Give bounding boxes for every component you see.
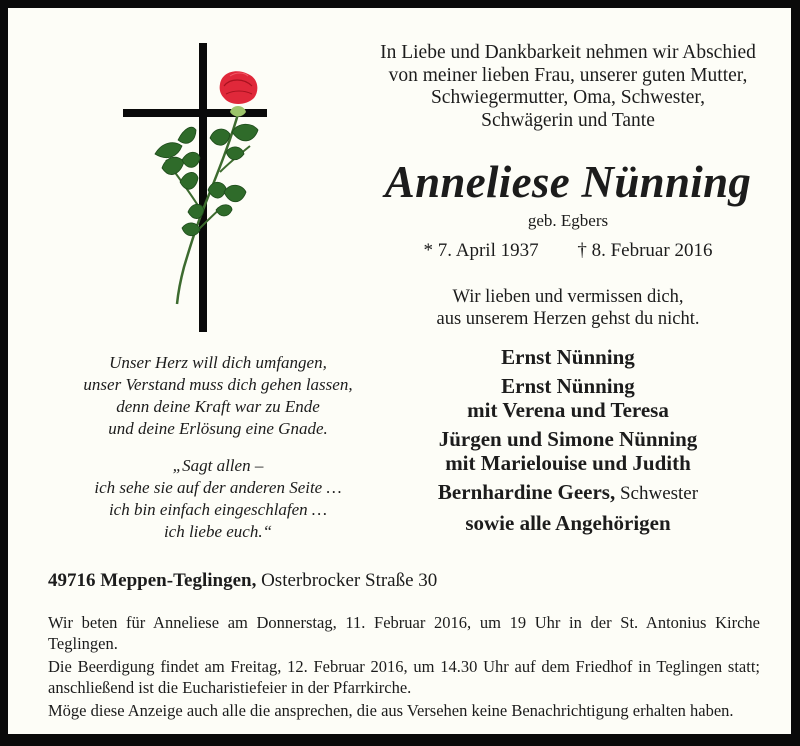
- poem-stanza: [48, 352, 388, 440]
- mourner-line: Jürgen und Simone Nünning: [438, 427, 698, 451]
- mourner-line: mit Marielouise und Judith: [445, 451, 691, 475]
- poem-line: „Sagt allen –: [172, 456, 264, 475]
- intro-line: von meiner lieben Frau, unserer guten Mutter,: [388, 64, 748, 86]
- poem-line: und deine Erlösung eine Gnade.: [108, 419, 328, 438]
- address-street: Osterbrocker Straße 30: [256, 570, 438, 591]
- poem-line: ich sehe sie auf der anderen Seite …: [94, 478, 342, 497]
- mourner-group: [378, 427, 758, 475]
- mourner-line: mit Verena und Teresa: [467, 398, 669, 422]
- poem-line: denn deine Kraft war zu Ende: [116, 397, 320, 416]
- note-funeral: Die Beerdigung findet am Freitag, 12. Februar 2016, um 14.30 Uhr auf dem Friedhof in Teglingen statt; anschließend ist die Eucharistiefeier in der Pfarrkirche.: [48, 657, 760, 697]
- cross-with-rose-icon: [118, 42, 288, 342]
- note-notice: Möge diese Anzeige auch alle die ansprechen, die aus Versehen keine Benachrichtigung erhalten haben.: [48, 701, 734, 720]
- life-dates: [348, 238, 788, 264]
- mourner-line: Ernst Nünning: [501, 374, 635, 398]
- death-date: † 8. Februar 2016: [577, 240, 713, 261]
- deceased-name: Anneliese Nünning: [384, 157, 752, 207]
- address-city: 49716 Meppen-Teglingen,: [48, 570, 257, 591]
- mourner-group: [378, 511, 758, 535]
- mourner-group: [378, 480, 758, 506]
- mourner-line: Ernst Nünning: [501, 345, 635, 369]
- poem-line: ich liebe euch.“: [163, 522, 273, 541]
- mourner-group: [378, 345, 758, 369]
- intro-line: In Liebe und Dankbarkeit nehmen wir Abschied: [380, 42, 756, 63]
- birth-date: * 7. April 1937: [423, 240, 539, 261]
- service-notes: [48, 612, 760, 723]
- obituary-notice: [8, 8, 791, 734]
- mourner-line: Bernhardine Geers,: [437, 480, 616, 504]
- intro-text: [348, 42, 788, 132]
- intro-line: Schwiegermutter, Oma, Schwester,: [430, 87, 706, 108]
- intro-line: Schwägerin und Tante: [481, 109, 655, 131]
- motto-line: Wir lieben und vermissen dich,: [452, 287, 684, 307]
- poem-line: Unser Herz will dich umfangen,: [109, 353, 327, 372]
- poem-line: unser Verstand muss dich gehen lassen,: [83, 375, 353, 394]
- mourner-relation: Schwester: [615, 483, 699, 504]
- maiden-name: geb. Egbers: [527, 211, 609, 230]
- motto-text: [378, 286, 758, 330]
- note-prayer: Wir beten für Anneliese am Donnerstag, 11. Februar 2016, um 19 Uhr in der St. Antonius Kirche Teglingen.: [48, 613, 760, 653]
- mourner-line: sowie alle Angehörigen: [465, 511, 671, 535]
- motto-line: aus unserem Herzen gehst du nicht.: [436, 309, 700, 329]
- mourners-list: [378, 345, 758, 540]
- poem-stanza: [48, 455, 388, 543]
- mourner-group: [378, 374, 758, 422]
- poem-line: ich bin einfach eingeschlafen …: [108, 500, 328, 519]
- address: [48, 569, 437, 593]
- poem: [48, 352, 388, 558]
